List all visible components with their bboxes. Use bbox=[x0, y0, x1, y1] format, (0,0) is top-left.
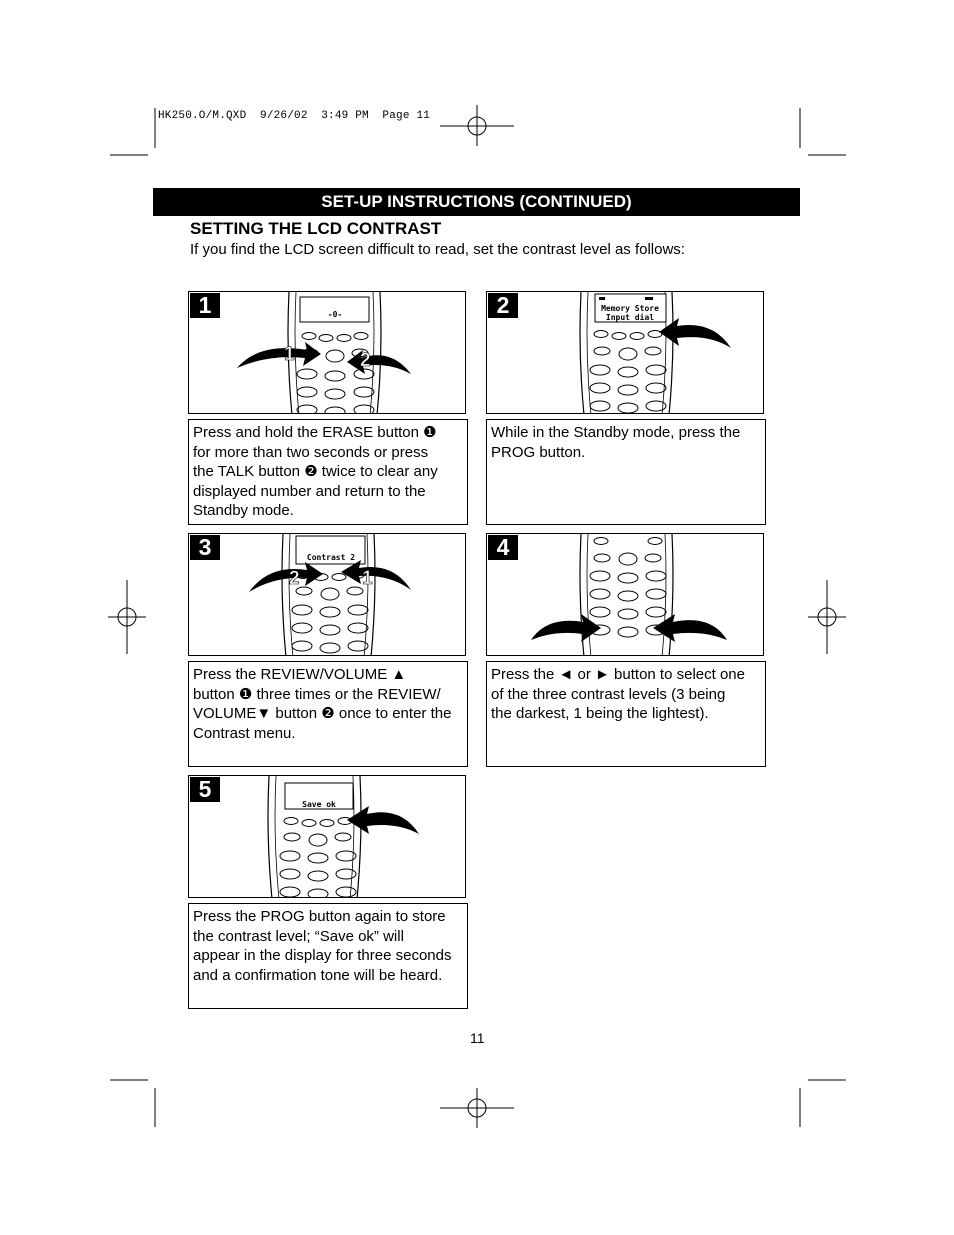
step-line: button ❶ three times or the REVIEW/ bbox=[193, 685, 441, 703]
step-4-text bbox=[486, 661, 766, 767]
step-line: Press and hold the ERASE button ❶ bbox=[193, 424, 437, 441]
lcd-line-1: Memory Store bbox=[601, 304, 659, 313]
step-number: 3 bbox=[190, 535, 220, 560]
lcd-line-2: Input dial bbox=[605, 313, 655, 322]
step-line: appear in the display for three seconds bbox=[193, 947, 452, 964]
step-number: 2 bbox=[488, 293, 518, 318]
step-line: and a confirmation tone will be heard. bbox=[193, 966, 443, 984]
phone-illustration bbox=[487, 534, 764, 656]
step-3-text bbox=[188, 661, 468, 767]
step-line: PROG button. bbox=[491, 443, 586, 461]
phone-illustration bbox=[189, 776, 466, 898]
step-line: the darkest, 1 being the lightest). bbox=[491, 705, 709, 722]
step-5-text bbox=[188, 903, 468, 1009]
lcd-text: -0- bbox=[327, 310, 343, 319]
registration-mark-left bbox=[108, 580, 146, 654]
step-1-text bbox=[188, 419, 468, 525]
step-number: 1 bbox=[190, 293, 220, 318]
section-title: SETTING THE LCD CONTRAST bbox=[190, 219, 442, 238]
step-line: Contrast menu. bbox=[193, 724, 296, 742]
step-4-illustration bbox=[486, 533, 764, 656]
intro-text: If you find the LCD screen difficult to read, set the contrast level as follows: bbox=[190, 241, 685, 258]
registration-mark-top bbox=[440, 105, 514, 146]
step-line: Press the REVIEW/VOLUME ▲ bbox=[193, 666, 407, 683]
page-number: 11 bbox=[470, 1030, 485, 1046]
step-2-text bbox=[486, 419, 766, 525]
phone-illustration bbox=[189, 534, 466, 656]
arrow-label-2: 2 bbox=[360, 350, 371, 371]
phone-illustration bbox=[487, 292, 764, 414]
step-line: VOLUME▼ button ❷ once to enter the bbox=[193, 705, 452, 722]
section-banner bbox=[153, 188, 800, 216]
step-line: Standby mode. bbox=[193, 502, 294, 519]
lcd-text: Save ok bbox=[302, 800, 336, 809]
step-line: of the three contrast levels (3 being bbox=[491, 685, 726, 703]
step-line: Press the PROG button again to store bbox=[193, 908, 446, 925]
print-slug: HK250.O/M.QXD 9/26/02 3:49 PM Page 11 bbox=[158, 110, 431, 122]
banner-title: SET-UP INSTRUCTIONS (CONTINUED) bbox=[321, 192, 632, 211]
step-line: displayed number and return to the bbox=[193, 482, 426, 500]
step-3-illustration bbox=[188, 533, 466, 656]
arrow-label-2: 2 bbox=[289, 568, 300, 589]
step-line: While in the Standby mode, press the bbox=[491, 424, 741, 441]
step-2-illustration bbox=[486, 291, 764, 414]
step-5-illustration bbox=[188, 775, 466, 898]
arrow-label-1: 1 bbox=[362, 568, 373, 589]
phone-illustration bbox=[189, 292, 466, 414]
lcd-text: Contrast 2 bbox=[306, 553, 356, 562]
step-line: for more than two seconds or press bbox=[193, 443, 429, 461]
registration-mark-right bbox=[808, 580, 846, 654]
registration-mark-bottom bbox=[440, 1088, 514, 1128]
arrow-label-1: 1 bbox=[284, 344, 295, 365]
step-line: Press the ◄ or ► button to select one bbox=[491, 666, 745, 683]
step-1-illustration bbox=[188, 291, 466, 414]
step-number: 4 bbox=[488, 535, 518, 560]
step-number: 5 bbox=[190, 777, 220, 802]
step-line: the contrast level; “Save ok” will bbox=[193, 927, 404, 945]
step-line: the TALK button ❷ twice to clear any bbox=[193, 463, 438, 480]
